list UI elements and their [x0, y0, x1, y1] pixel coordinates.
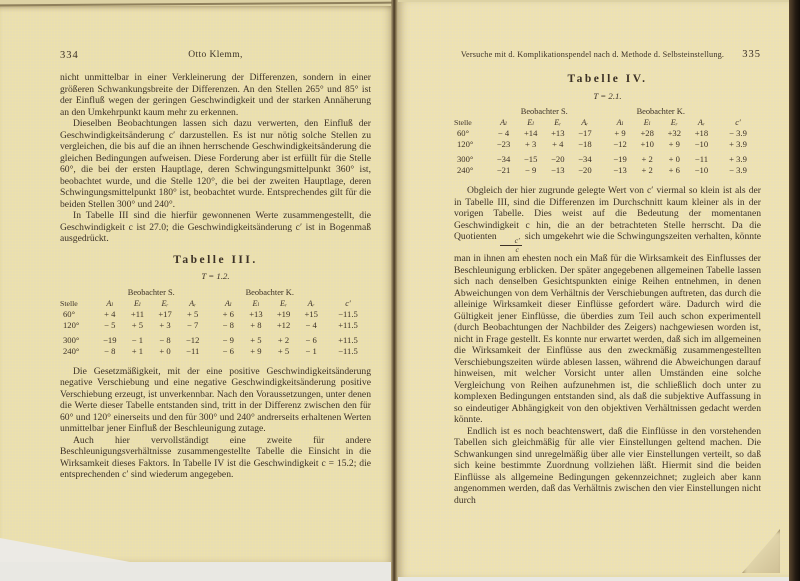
cell-value: −19 [613, 154, 627, 164]
column-header-stelle: Stelle [60, 298, 78, 308]
left-body-text [60, 72, 371, 481]
cell-value: − 9 [222, 334, 234, 345]
cell-value: − 4 [305, 319, 317, 330]
column-header-c-prime: c′ [735, 118, 741, 127]
cell-stelle: 240° [63, 345, 80, 356]
cell-value: +19 [276, 308, 291, 319]
cell-value: −20 [551, 154, 565, 164]
cell-value: + 1 [131, 345, 144, 356]
cell-value: −11 [186, 345, 200, 356]
paragraph: In Tabelle III sind die hierfür gewonnenen Werte zusammengestellt, die Geschwindigkeit c ist 27.0; die Geschwindigkeitsänderung c′ ist in Bogenmaß ausgedrückt. [60, 210, 371, 244]
c-prime-over-c-fraction [500, 237, 522, 253]
column-header: Eₗ [133, 298, 141, 308]
table-row [60, 320, 371, 331]
column-header: Eᵣ [161, 298, 169, 308]
cell-value: +15 [304, 308, 318, 319]
cell-value: + 2 [641, 165, 653, 175]
cell-value: + 0 [668, 154, 680, 164]
paragraph-text: Obgleich der hier zugrunde gelegte Wert von c′ viermal so klein ist als der in Tabelle III, sind die Differenzen im Durchschnitt kaum kleiner als in der vorigen Tabelle. Dies weist auf die Bedeutung der momentanen Geschwindigkeit c hin, die an der betrachteten Stelle herrscht. Da die Quotienten [454, 185, 761, 242]
cell-c-prime: +11.5 [338, 334, 358, 345]
cell-value: − 6 [305, 334, 317, 345]
cell-value: −21 [496, 165, 511, 175]
cell-value: + 5 [131, 319, 144, 330]
cell-value: −10 [694, 139, 709, 149]
cell-c-prime: − 3.9 [729, 165, 747, 175]
cell-value: + 2 [641, 154, 653, 164]
cell-value: +10 [640, 139, 654, 149]
table-row [60, 309, 371, 320]
paragraph: Dieselben Beobachtungen lassen sich dazu verwerten, den Einfluß der Geschwindigkeitsänderung c′ darzustellen. Es ist nur nötig solche Stellen zu vergleichen, die bis auf die an ihnen herrschende Geschwindigkeitsänderung die gleichen Bedingungen aufweisen. Diese Forderung aber ist erfüllt für die Stelle 60°, die bei der ersten Hauptlage, deren Schwingungsmittelpunkt 360° ist, beobachtet wurde, und die Stelle 120°, die bei der zweiten Hauptlage, deren Schwingungsmittelpunkt 180° ist, beobachtet wurde. Entsprechendes gilt für die beiden Stellen 300° und 240°. [60, 118, 371, 210]
left-page [0, 6, 393, 562]
right-page-number: 335 [742, 49, 761, 60]
cell-value: − 7 [187, 319, 199, 330]
table-row [454, 165, 761, 176]
column-header: Aᵣ [189, 298, 197, 308]
cell-value: − 8 [104, 345, 116, 356]
table3-title: Tabelle III. [173, 253, 258, 266]
paragraph: Die Gesetzmäßigkeit, mit der eine positive Geschwindigkeitsänderung negative Verschiebung und eine negative Geschwindigkeitsänderung positive Verschiebung erzeugt, ist unverkennbar. Nach den Voraussetzungen, unter denen die Werte dieser Tabelle entstanden sind, tritt in der Differenz zwischen den für 60° und 120° einerseits und den für 300° und 240° andrerseits erhaltenen Werten unmittelbar jener Einfluß der Beschleunigung zutage. [60, 365, 371, 434]
column-header-c-prime: c′ [345, 298, 351, 308]
cell-value: − 4 [497, 128, 510, 138]
observer-k-label: Beobachter K. [245, 287, 294, 297]
paragraph: Endlich ist es noch beachtenswert, daß die Einflüsse in den vorstehenden Tabellen sich gleichmäßig für alle vier Einstellungen geltend machen. Die Schwankungen sind unregelmäßig über alle vier Einstellungen verteilt, so daß sich keine bestimmte Zuordnung vollziehen läßt. Hiermit sind die beiden Einflüsse als allgemeine Bedingungen gekennzeichnet; zugleich aber kann angenommen werden, daß das Verhältnis zwischen den vier Einstellungen nicht durch [454, 425, 761, 506]
cell-value: + 5 [277, 345, 290, 356]
cell-value: − 5 [104, 319, 116, 330]
book-right-edge [789, 0, 800, 581]
dogear-fold-corner [742, 529, 780, 573]
spacer [60, 287, 96, 298]
table3 [60, 287, 371, 357]
cell-value: −15 [523, 154, 538, 164]
cell-value: − 1 [131, 334, 144, 345]
cell-value: −12 [613, 139, 627, 149]
table3-observer-row [60, 287, 371, 298]
table4 [454, 106, 761, 176]
observer-k-label: Beobachter K. [636, 107, 685, 116]
cell-value: +13 [249, 308, 263, 319]
left-running-head [60, 50, 371, 64]
cell-stelle: 120° [63, 319, 80, 330]
column-header: Aₗ [106, 298, 114, 308]
column-header: Eₗ [643, 118, 651, 127]
table4-header-row [454, 117, 761, 128]
cell-value: +28 [640, 128, 654, 138]
column-header: Eₗ [527, 118, 535, 127]
cell-stelle: 240° [457, 165, 474, 175]
cell-value: −13 [551, 165, 565, 175]
fraction-numerator: c′ [500, 237, 522, 246]
left-page-bottom-edge [0, 538, 130, 562]
cell-value: −11 [694, 154, 708, 164]
cell-value: −17 [578, 128, 592, 138]
cell-value: − 1 [305, 345, 317, 356]
fraction-denominator: c [515, 244, 519, 254]
paragraph-with-fraction [454, 185, 761, 426]
column-header: Aₗ [500, 118, 508, 127]
cell-c-prime: + 3.9 [729, 154, 747, 164]
cell-c-prime: − 3.9 [729, 128, 747, 138]
cell-value: + 4 [104, 308, 116, 319]
cell-value: − 6 [222, 345, 234, 356]
cell-stelle: 60° [457, 128, 470, 138]
cell-value: +32 [667, 128, 682, 138]
cell-value: + 5 [187, 308, 199, 319]
right-body-text [454, 74, 761, 506]
cell-value: + 3 [525, 139, 537, 149]
cell-value: −19 [103, 334, 117, 345]
table-row [454, 139, 761, 150]
table3-subtitle: T = 1.2. [201, 271, 230, 281]
observer-s-label: Beobachter S. [127, 287, 175, 297]
table4-body [454, 128, 761, 176]
cell-stelle: 60° [63, 308, 76, 319]
cell-value: −23 [496, 139, 511, 149]
cell-c-prime: −11.5 [338, 345, 358, 356]
observer-s-label: Beobachter S. [520, 107, 568, 116]
cell-value: + 6 [668, 165, 680, 175]
paragraph-text: sich umgekehrt wie die Schwingungszeiten verhalten, könnte man in ihnen am ehesten noch ein Maß für die Wirksamkeit des Einflusses der Beschleunigung erblicken. Der später angegebenen allgemeinen Tabelle lassen sich nach denselben Gesichtspunkten einige Reihen entnehmen, in denen Abweichungen von dem Verhältnis der Verschiebungen auftreten, das durch die alleinige Wirksamkeit dieser Einflüsse gefordert wäre. Dadurch wird die Gültigkeit jener Einflüsse, die überdies zum Teil auch schon experimentell (durch Beobachtungen der Nachbilder des Zeigers) nachgewiesen worden ist, nicht in Frage gestellt. Es konnte nur erwartet werden, daß sich im allgemeinen die Wirksamkeit der Einflüsse aus den zweckmäßig zusammengestellten Verschiebungszeiten würde ablesen lassen, während die Abweichungen darauf hinweisen, mit welcher Vorsicht unter allen Umständen eine solche Vergleichung von Reihen aufzunehmen ist, die schließlich doch unter zu komplexen Bedingungen entstanden sind, als daß die subjektive Auffassung in so eindeutiger Abhängigkeit von den objektiven Verhältnissen gedacht werden könnte. [454, 231, 761, 425]
column-header-stelle: Stelle [454, 118, 472, 127]
cell-value: +11 [130, 308, 144, 319]
column-header: Eₗ [252, 298, 260, 308]
table4-title: Tabelle IV. [567, 73, 648, 85]
cell-value: +12 [276, 319, 291, 330]
book-gutter [391, 0, 398, 581]
cell-value: + 2 [277, 334, 290, 345]
cell-value: + 4 [552, 139, 564, 149]
cell-value: + 3 [159, 319, 171, 330]
cell-stelle: 300° [63, 334, 80, 345]
column-header: Aᵣ [581, 118, 589, 127]
cell-value: + 9 [614, 128, 626, 138]
column-header: Aᵣ [307, 298, 315, 308]
cell-value: −20 [578, 165, 592, 175]
table-row [454, 154, 761, 165]
cell-value: +17 [158, 308, 172, 319]
table-row [60, 346, 371, 357]
cell-value: −34 [496, 154, 511, 164]
right-running-head [454, 50, 761, 64]
cell-value: − 8 [222, 319, 234, 330]
cell-value: − 8 [159, 334, 171, 345]
column-header: Eᵣ [280, 298, 288, 308]
table-row [60, 335, 371, 346]
cell-stelle: 120° [457, 139, 474, 149]
cell-value: + 9 [250, 345, 262, 356]
cell-value: + 8 [250, 319, 262, 330]
cell-value: + 9 [668, 139, 680, 149]
left-running-title: Otto Klemm, [188, 50, 243, 60]
right-running-title: Versuche mit d. Komplikationspendel nach d. Methode d. Selbsteinstellung. [460, 50, 725, 59]
cell-value: +13 [551, 128, 565, 138]
paragraph: nicht unmittelbar in einer Verkleinerung der Differenzen, sondern in einer größeren Schwankungsbreite der Differenzen. An den Stellen 265° und 85° ist der Einfluß wegen der geringen Geschwindigkeit und der starken Annäherung an den Umkehrpunkt kaum mehr zu erkennen. [60, 72, 371, 118]
cell-stelle: 300° [457, 154, 474, 164]
right-page [398, 2, 789, 577]
cell-value: −18 [578, 139, 592, 149]
cell-c-prime: +11.5 [338, 319, 358, 330]
table4-observer-row [454, 106, 761, 117]
cell-value: + 5 [250, 334, 262, 345]
paragraph: Auch hier vervollständigt eine zweite für andere Beschleunigungsverhältnisse zusammengestellte Tabelle die Einsicht in die Wirksamkeit dieses Faktors. In Tabelle IV ist die Geschwindigkeit c = 15.2; die entsprechenden c′ sind wiederum angegeben. [60, 434, 371, 480]
table-row [454, 128, 761, 139]
cell-value: −34 [578, 154, 592, 164]
cell-value: + 0 [159, 345, 171, 356]
cell-c-prime: −11.5 [338, 308, 358, 319]
cell-value: − 9 [525, 165, 537, 175]
table3-header-row [60, 298, 371, 309]
left-page-number: 334 [60, 50, 79, 61]
cell-value: −10 [694, 165, 709, 175]
spacer [454, 106, 490, 117]
table3-body [60, 309, 371, 357]
cell-c-prime: + 3.9 [729, 139, 747, 149]
column-header: Aᵣ [697, 118, 705, 127]
cell-value: +18 [694, 128, 709, 138]
cell-value: +14 [523, 128, 538, 138]
column-header: Aₗ [616, 118, 624, 127]
table4-subtitle: T = 2.1. [593, 90, 622, 101]
cell-value: −13 [613, 165, 627, 175]
cell-value: −12 [185, 334, 200, 345]
column-header: Eᵣ [670, 118, 678, 127]
cell-value: + 6 [222, 308, 234, 319]
column-header: Aₗ [224, 298, 232, 308]
column-header: Eᵣ [554, 118, 562, 127]
